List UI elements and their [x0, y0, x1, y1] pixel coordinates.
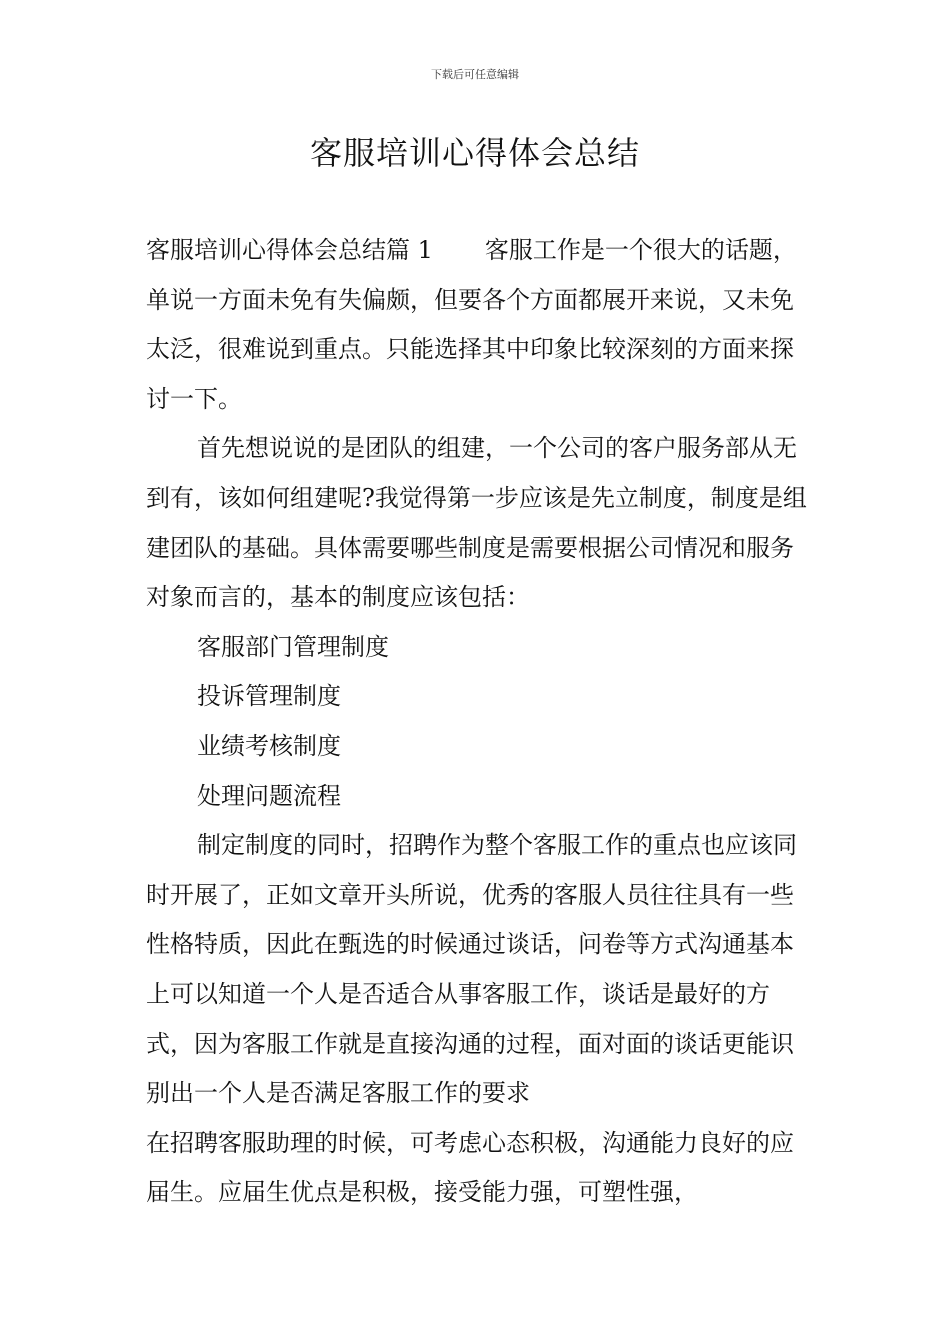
- header-note: 下载后可任意编辑: [431, 68, 519, 81]
- paragraph-1-text: 客服工作是一个很大的话题，单说一方面未免有失偏颇，但要各个方面都展开来说，又未免太泛，很难说到重点。只能选择其中印象比较深刻的方面来探讨一下。: [146, 236, 797, 413]
- document-title: 客服培训心得体会总结: [309, 134, 640, 172]
- paragraph-2: 首先想说说的是团队的组建，一个公司的客户服务部从无到有，该如何组建呢?我觉得第一步应该是先立制度，制度是组建团队的基础。具体需要哪些制度是需要根据公司情况和服务对象而言的，基本的制度应该包括：: [146, 434, 807, 612]
- list-item-2: 投诉管理制度: [197, 682, 341, 711]
- list-item-4: 处理问题流程: [197, 781, 341, 810]
- paragraph-3: 制定制度的同时，招聘作为整个客服工作的重点也应该同时开展了，正如文章开头所说，优秀的客服人员往往具有一些性格特质，因此在甄选的时候通过谈话，问卷等方式沟通基本上可以知道一个人是否适合从事客服工作，谈话是最好的方式，因为客服工作就是直接沟通的过程，面对面的谈话更能识别出一个人是否满足客服工作的要求: [146, 831, 797, 1108]
- paragraph-1: [146, 226, 816, 424]
- list-item-3: 业绩考核制度: [197, 731, 341, 760]
- document-body: [146, 226, 816, 1218]
- list-item-1: 客服部门管理制度: [197, 632, 389, 661]
- paragraph-4: 在招聘客服助理的时候，可考虑心态积极，沟通能力良好的应届生。应届生优点是积极，接受能力强，可塑性强，: [146, 1128, 794, 1207]
- section-lead-label: 客服培训心得体会总结篇 1: [146, 236, 433, 264]
